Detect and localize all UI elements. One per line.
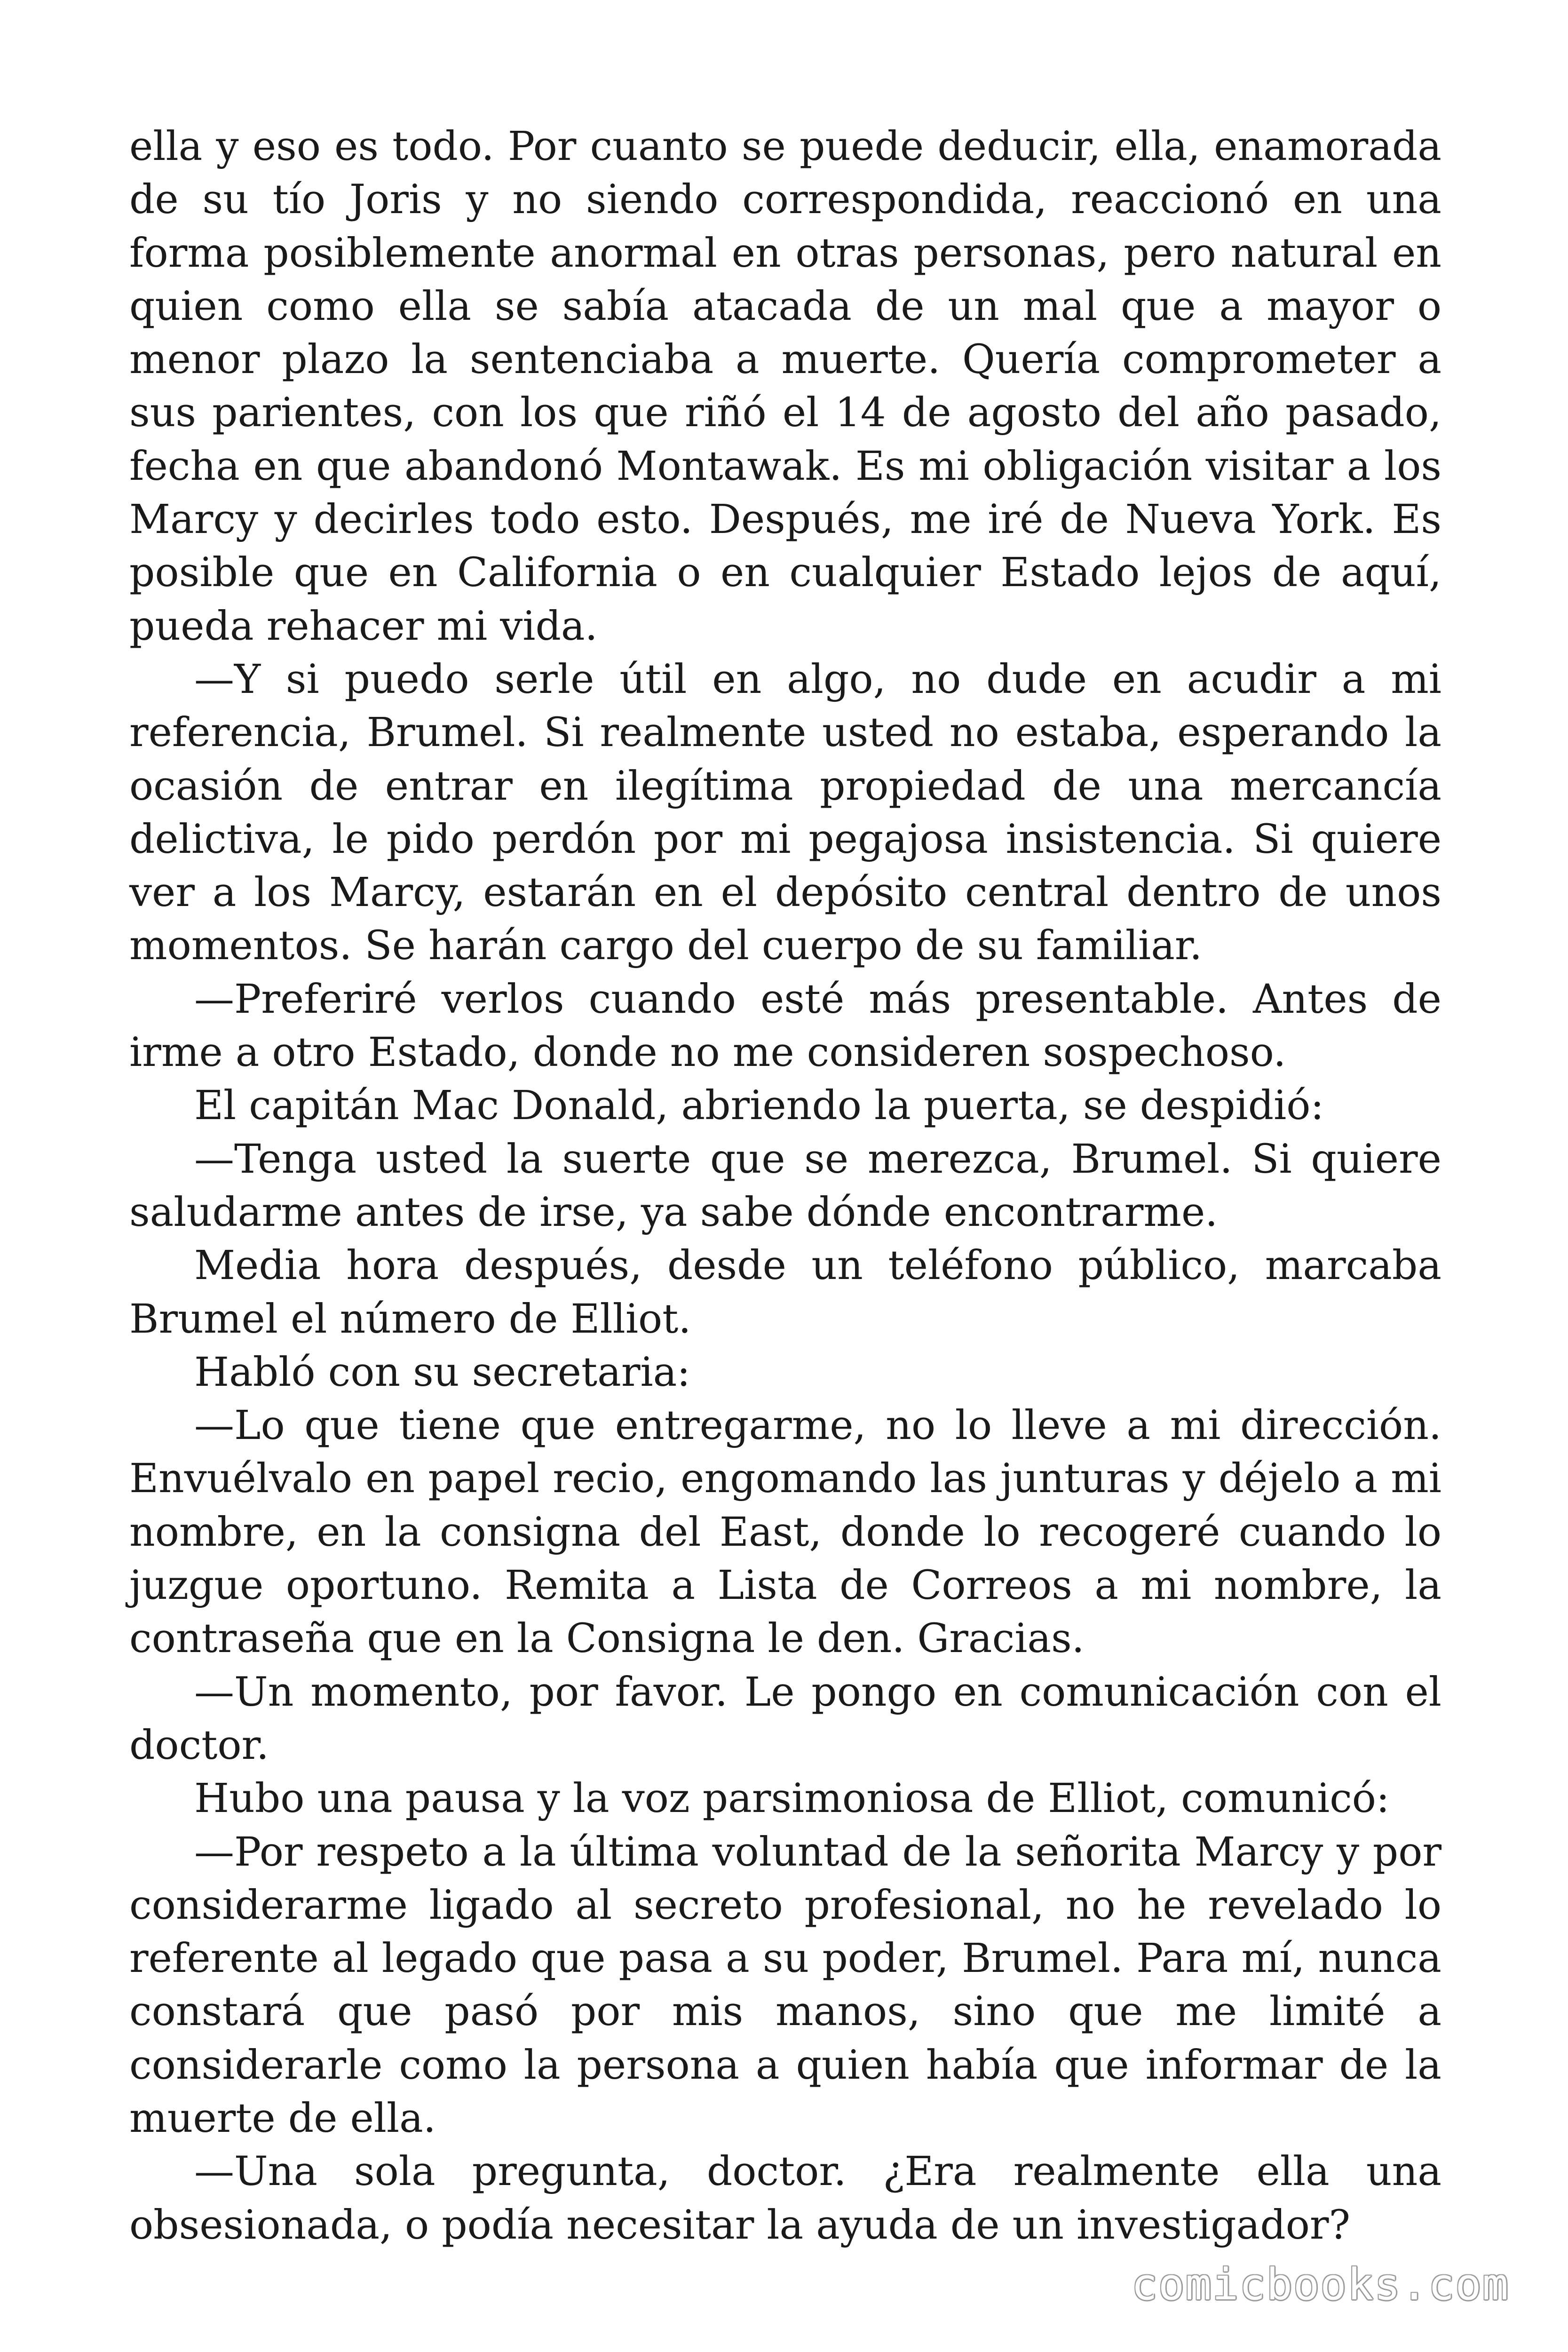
body-text: [129, 120, 1441, 2252]
paragraph-4: El capitán Mac Donald, abriendo la puerta, se despidió:: [194, 1082, 1324, 1129]
paragraph-1: ella y eso es todo. Por cuanto se puede deducir, ella, enamorada de su tío Joris y no siendo correspondida, reaccionó en una forma posiblemente anormal en otras personas, pero natural en quien como ella se sabía atacada de un mal que a mayor o menor plazo la sentenciaba a muerte. Quería comprometer a sus parientes, con los que riñó el 14 de agosto del año pasado, fecha en que abandonó Montawak. Es mi obligación visitar a los Marcy y decirles todo esto. Después, me iré de Nueva York. Es posible que en California o en cualquier Estado lejos de aquí, pueda rehacer mi vida.: [129, 123, 1441, 650]
watermark-logo: comicbooks.com: [1131, 2259, 1509, 2310]
paragraph-6: Media hora después, desde un teléfono público, marcaba Brumel el número de Elliot.: [129, 1242, 1441, 1343]
paragraph-11: —Por respeto a la última voluntad de la señorita Marcy y por considerarme ligado al secreto profesional, no he revelado lo referente al legado que pasa a su poder, Brumel. Para mí, nunca constará que pasó por mis manos, sino que me limité a considerarle como la persona a quien había que informar de la muerte de ella.: [129, 1828, 1441, 2142]
paragraph-10: Hubo una pausa y la voz parsimoniosa de Elliot, comunicó:: [194, 1775, 1390, 1822]
paragraph-5: —Tenga usted la suerte que se merezca, Brumel. Si quiere saludarme antes de irse, ya sabe dónde encontrarme.: [129, 1136, 1441, 1236]
paragraph-8: —Lo que tiene que entregarme, no lo lleve a mi dirección. Envuélvalo en papel recio, engomando las junturas y déjelo a mi nombre, en la consigna del East, donde lo recogeré cuando lo juzgue oportuno. Remita a Lista de Correos a mi nombre, la contraseña que en la Consigna le den. Gracias.: [129, 1402, 1441, 1662]
paragraph-12: —Una sola pregunta, doctor. ¿Era realmente ella una obsesionada, o podía necesitar la ayuda de un investigador?: [129, 2148, 1441, 2249]
paragraph-7: Habló con su secretaria:: [194, 1349, 690, 1396]
paragraph-9: —Un momento, por favor. Le pongo en comunicación con el doctor.: [129, 1669, 1441, 1769]
paragraph-2: —Y si puedo serle útil en algo, no dude en acudir a mi referencia, Brumel. Si realmente usted no estaba, esperando la ocasión de entrar en ilegítima propiedad de una mercancía delictiva, le pido perdón por mi pegajosa insistencia. Si quiere ver a los Marcy, estarán en el depósito central dentro de unos momentos. Se harán cargo del cuerpo de su familiar.: [129, 656, 1441, 969]
paragraph-3: —Preferiré verlos cuando esté más presentable. Antes de irme a otro Estado, donde no me consideren sospechoso.: [129, 976, 1441, 1076]
